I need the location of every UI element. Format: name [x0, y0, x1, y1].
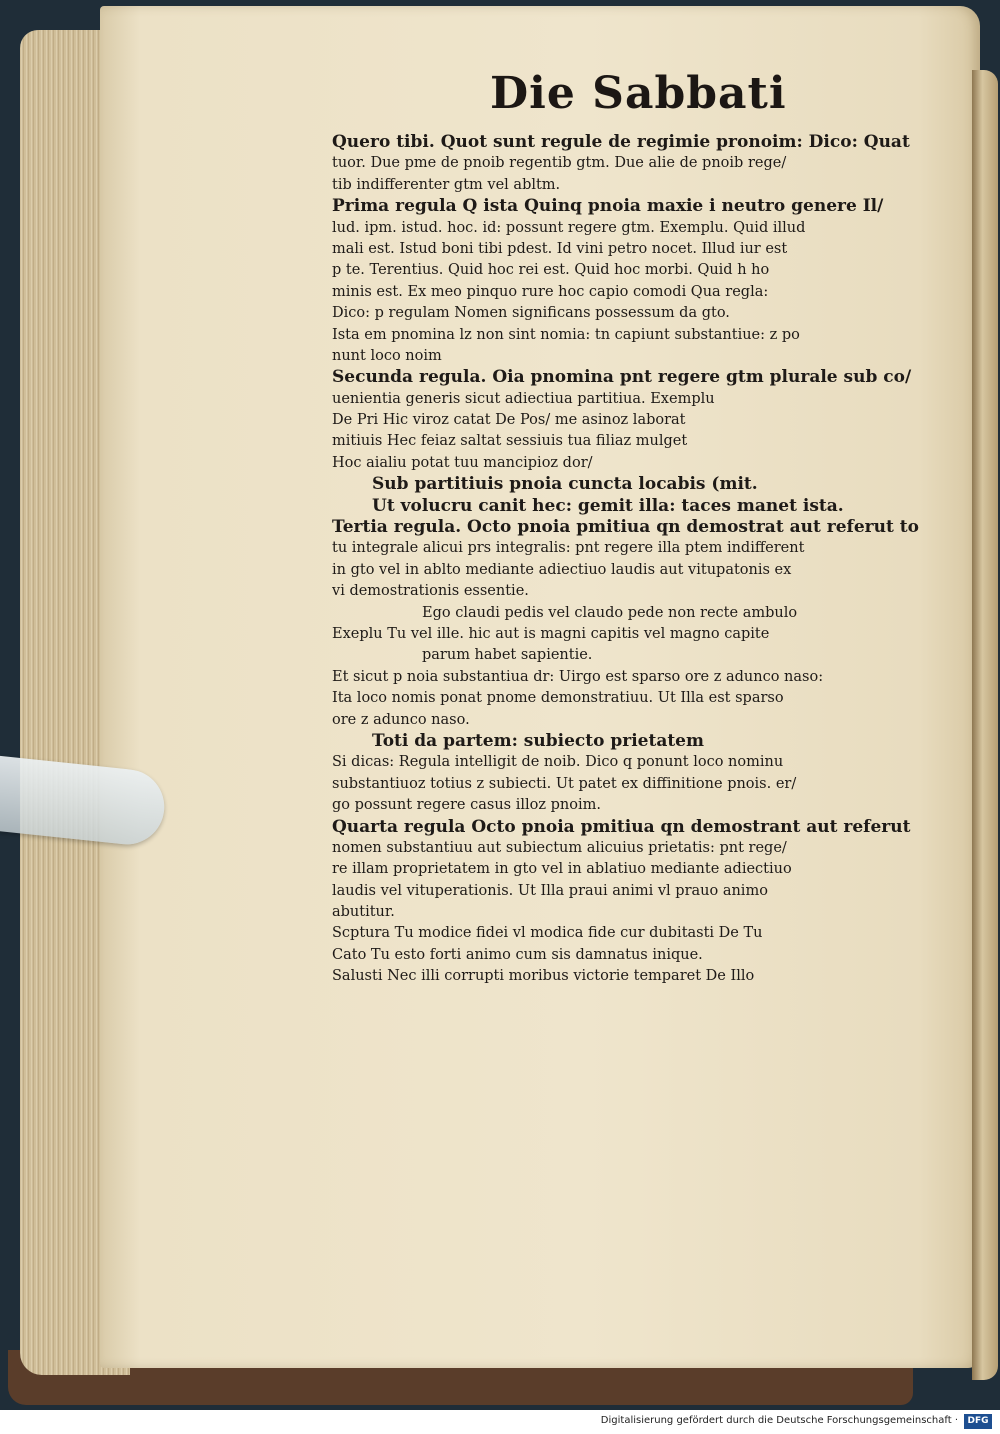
text-line: lud. ipm. istud. hoc. id: possunt regere gtm. Exemplu. Quid illud	[332, 219, 806, 236]
text-line: Sub partitiuis pnoia cuncta locabis (mit.	[372, 474, 758, 495]
text-line: Quero tibi. Quot sunt regule de regimie pronoim: Dico: Quat	[332, 132, 910, 152]
text-line: Hoc aialiu potat tuu mancipioz dor/	[332, 454, 593, 471]
text-line: Toti da partem: subiecto prietatem	[372, 730, 704, 751]
text-line: tuor. Due pme de pnoib regentib gtm. Due alie de pnoib rege/	[332, 155, 787, 172]
text-line: ore z adunco naso.	[332, 711, 470, 728]
text-line: Exeplu Tu vel ille. hic aut is magni capitis vel magno capite	[332, 625, 770, 642]
text-line: minis est. Ex meo pinquo rure hoc capio comodi Qua regla:	[332, 283, 769, 300]
dfg-logo: DFG	[964, 1414, 992, 1429]
text-line: in gto vel in ablto mediante adiectiuo laudis aut vitupatonis ex	[332, 561, 792, 578]
footer	[0, 1410, 1000, 1434]
text-line: Prima regula Q ista Quinq pnoia maxie i neutro genere Il/	[332, 196, 884, 217]
text-line: uenientia generis sicut adiectiua partitiua. Exemplu	[332, 390, 715, 407]
text-line: Et sicut p noia substantiua dr: Uirgo est sparso ore z adunco naso:	[332, 668, 824, 685]
text-line: De Pri Hic viroz catat De Pos/ me asinoz laborat	[332, 412, 686, 429]
footer-credit: Digitalisierung gefördert durch die Deutsche Forschungsgemeinschaft ·	[600, 1415, 958, 1426]
text-line: re illam proprietatem in gto vel in ablatiuo mediante adiectiuo	[332, 861, 792, 878]
text-line: Cato Tu esto forti animo cum sis damnatus inique.	[332, 946, 703, 963]
text-line: vi demostrationis essentie.	[332, 583, 529, 600]
text-line: substantiuoz totius z subiecti. Ut patet ex diffinitione pnois. er/	[332, 775, 797, 792]
text-line: Quarta regula Octo pnoia pmitiua qn demostrant aut referut	[332, 816, 911, 837]
text-line: go possunt regere casus illoz pnoim.	[332, 797, 601, 814]
text-line: laudis vel vituperationis. Ut Illa praui animi vl prauo animo	[332, 882, 768, 899]
text-line: Ita loco nomis ponat pnome demonstratiuu. Ut Illa est sparso	[332, 690, 784, 707]
text-line: Ista em pnomina lz non sint nomia: tn capiunt substantiue: z po	[332, 326, 800, 343]
text-line: mali est. Istud boni tibi pdest. Id vini petro nocet. Illud iur est	[332, 240, 788, 257]
page-title: Die Sabbati	[490, 68, 787, 119]
body-text	[332, 132, 924, 988]
text-line: Secunda regula. Oia pnomina pnt regere gtm plurale sub co/	[332, 367, 912, 388]
text-line: nunt loco noim	[332, 347, 442, 364]
text-line: Si dicas: Regula intelligit de noib. Dico q ponunt loco nominu	[332, 754, 784, 771]
text-line: Dico: p regulam Nomen significans possessum da gto.	[332, 305, 730, 322]
page-fold	[972, 70, 998, 1380]
text-line: Tertia regula. Octo pnoia pmitiua qn demostrat aut referut to	[332, 517, 919, 538]
text-line: parum habet sapientie.	[422, 647, 593, 664]
text-line: Scptura Tu modice fidei vl modica fide cur dubitasti De Tu	[332, 925, 763, 942]
text-line: Ego claudi pedis vel claudo pede non recte ambulo	[422, 604, 798, 621]
text-line: p te. Terentius. Quid hoc rei est. Quid hoc morbi. Quid h ho	[332, 262, 770, 279]
text-line: Salusti Nec illi corrupti moribus victorie temparet De Illo	[332, 968, 755, 985]
text-line: tu integrale alicui prs integralis: pnt regere illa ptem indifferent	[332, 540, 805, 557]
text-line: Ut volucru canit hec: gemit illa: taces manet ista.	[372, 495, 844, 516]
text-line: mitiuis Hec feiaz saltat sessiuis tua filiaz mulget	[332, 433, 688, 450]
text-line: nomen substantiuu aut subiectum alicuius prietatis: pnt rege/	[332, 839, 787, 856]
text-line: tib indifferenter gtm vel abltm.	[332, 176, 561, 193]
text-line: abutitur.	[332, 904, 395, 921]
